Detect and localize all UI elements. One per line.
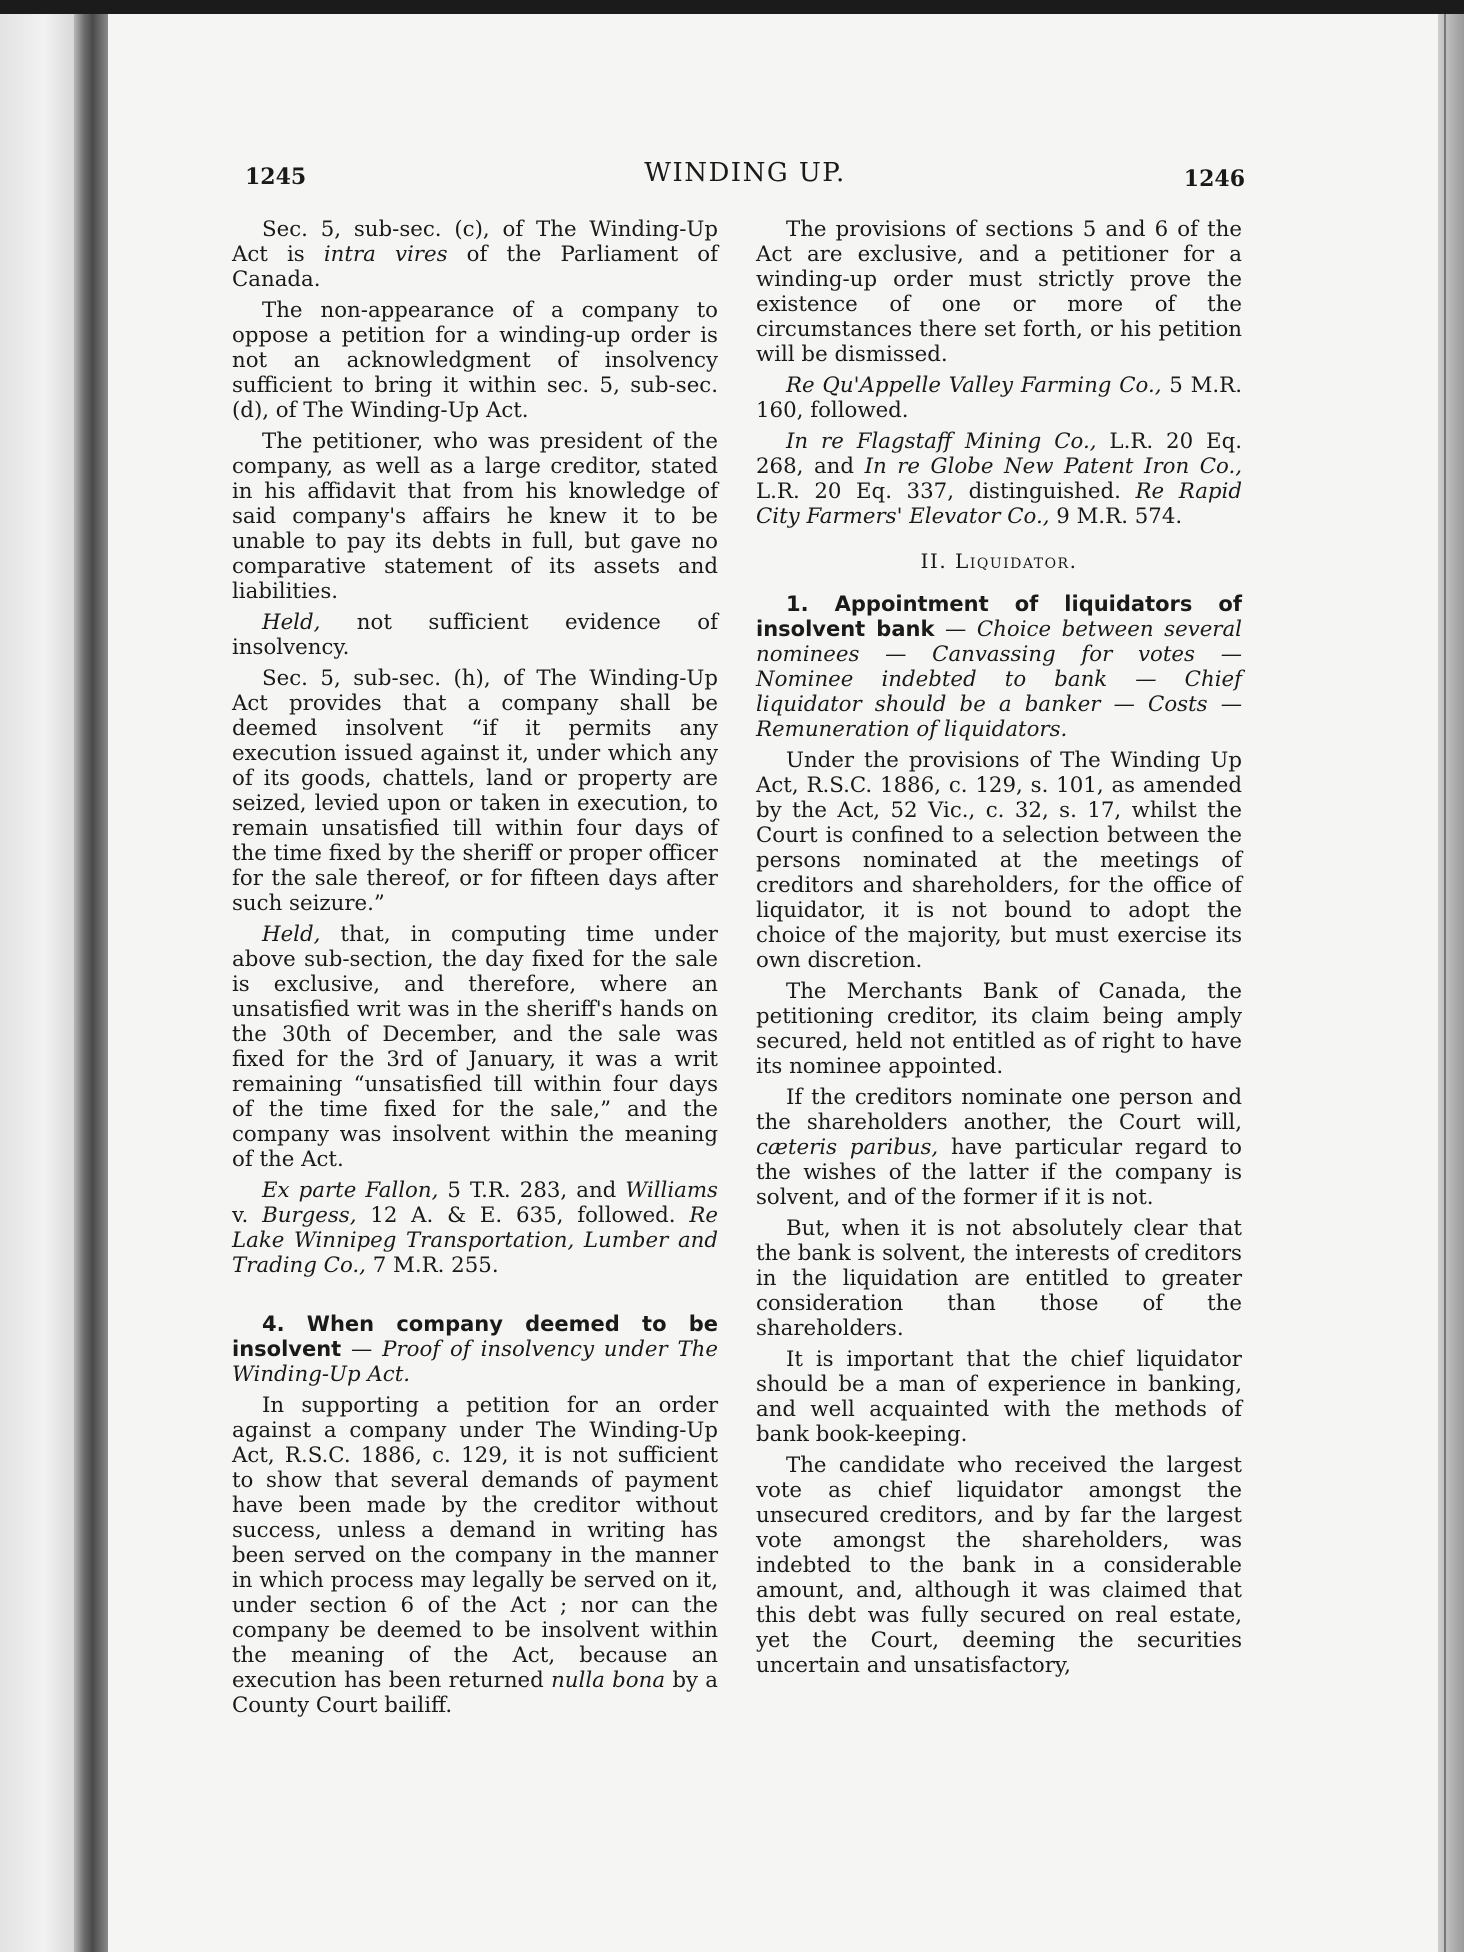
- paragraph: If the creditors nominate one person and the shareholders another, the Court will, cæteris paribus, have particular regard to the wishes of the latter if the company is solvent, and of the former if it is not.: [756, 1085, 1242, 1210]
- running-title: WINDING UP.: [644, 158, 846, 188]
- paragraph: The candidate who received the largest vote as chief liquidator amongst the unsecured creditors, and by far the largest vote amongst the shareholders, was indebted to the bank in a considerable amount, and, although it was claimed that this debt was fully secured on real estate, yet the Court, deeming the securities uncertain and unsatisfactory,: [756, 1453, 1242, 1678]
- paragraph: But, when it is not absolutely clear that the bank is solvent, the interests of creditors in the liquidation are entitled to greater consideration than those of the shareholders.: [756, 1216, 1242, 1341]
- left-column: [232, 217, 718, 1724]
- section-heading: 1. Appointment of liquidators of insolvent bank — Choice between several nominees — Canvassing for votes — Nominee indebted to bank — Chief liquidator should be a banker — Costs — Remuneration of liquidators.: [756, 592, 1242, 742]
- paragraph: In supporting a petition for an order against a company under The Winding-Up Act, R.S.C. 1886, c. 129, it is not sufficient to show that several demands of payment have been made by the creditor without success, unless a demand in writing has been served on the company in the manner in which process may legally be served on it, under section 6 of the Act ; nor can the company be deemed to be insolvent within the meaning of the Act, because an execution has been returned nulla bona by a County Court bailiff.: [232, 1393, 719, 1718]
- paragraph: The provisions of sections 5 and 6 of the Act are exclusive, and a petitioner for a winding-up order must strictly prove the existence of one or more of the circumstances there set forth, or his petition will be dismissed.: [756, 217, 1242, 367]
- page-number-left: 1245: [245, 164, 307, 190]
- paragraph: Sec. 5, sub-sec. (h), of The Winding-Up Act provides that a company shall be deemed insolvent “if it permits any execution issued against it, under which any of its goods, chattels, land or property are seized, levied upon or taken in execution, to remain unsatisfied till within four days of the time fixed by the sheriff or proper officer for the sale thereof, or for fifteen days after such seizure.”: [232, 666, 718, 916]
- paragraph: Held, that, in computing time under above sub-section, the day fixed for the sale is exclusive, and therefore, where an unsatisfied writ was in the sheriff's hands on the 30th of December, and the sale was fixed for the 3rd of January, it was a writ remaining “unsatisfied till within four days of the time fixed for the sale,” and the company was insolvent within the meaning of the Act.: [232, 922, 718, 1172]
- citation: Ex parte Fallon, 5 T.R. 283, and Williams v. Burgess, 12 A. & E. 635, followed. Re Lake Winnipeg Transportation, Lumber and Trading Co., 7 M.R. 255.: [232, 1178, 719, 1278]
- facing-page-edge: [0, 14, 74, 1952]
- section-heading: 4. When company deemed to be insolvent — Proof of insolvency under The Winding-Up Act.: [232, 1312, 719, 1387]
- paragraph: The petitioner, who was president of the company, as well as a large creditor, stated in his affidavit that from his knowledge of said company's affairs he knew it to be unable to pay its debts in full, but gave no comparative statement of its assets and liabilities.: [232, 429, 718, 604]
- paragraph: The Merchants Bank of Canada, the petitioning creditor, its claim being amply secured, held not entitled as of right to have its nominee appointed.: [756, 979, 1242, 1079]
- section-title: II. Liquidator.: [920, 549, 1078, 573]
- paragraph: It is important that the chief liquidator should be a man of experience in banking, and well acquainted with the methods of bank book-keeping.: [756, 1347, 1242, 1447]
- citation: Re Qu'Appelle Valley Farming Co., 5 M.R. 160, followed.: [756, 373, 1242, 423]
- page-right-edge: [1438, 14, 1464, 1952]
- running-header: [245, 158, 1245, 198]
- paragraph: Held, not sufficient evidence of insolvency.: [232, 610, 718, 660]
- paragraph: Under the provisions of The Winding Up Act, R.S.C. 1886, c. 129, s. 101, as amended by the Act, 52 Vic., c. 32, s. 17, whilst the Court is confined to a selection between the persons nominated at the meetings of creditors and shareholders, for the office of liquidator, it is not bound to adopt the choice of the majority, but must exercise its own discretion.: [756, 748, 1242, 973]
- top-border: [0, 0, 1464, 14]
- right-column: [756, 217, 1242, 1684]
- book-gutter: [74, 14, 108, 1952]
- paragraph: The non-appearance of a company to oppose a petition for a winding-up order is not an acknowledgment of insolvency sufficient to bring it within sec. 5, sub-sec. (d), of The Winding-Up Act.: [232, 298, 718, 423]
- citation: In re Flagstaff Mining Co., L.R. 20 Eq. 268, and In re Globe New Patent Iron Co., L.R. 20 Eq. 337, distinguished. Re Rapid City Farmers' Elevator Co., 9 M.R. 574.: [756, 429, 1242, 529]
- paragraph: Sec. 5, sub-sec. (c), of The Winding-Up Act is intra vires of the Parliament of Canada.: [232, 217, 718, 292]
- page-number-right: 1246: [1183, 166, 1245, 192]
